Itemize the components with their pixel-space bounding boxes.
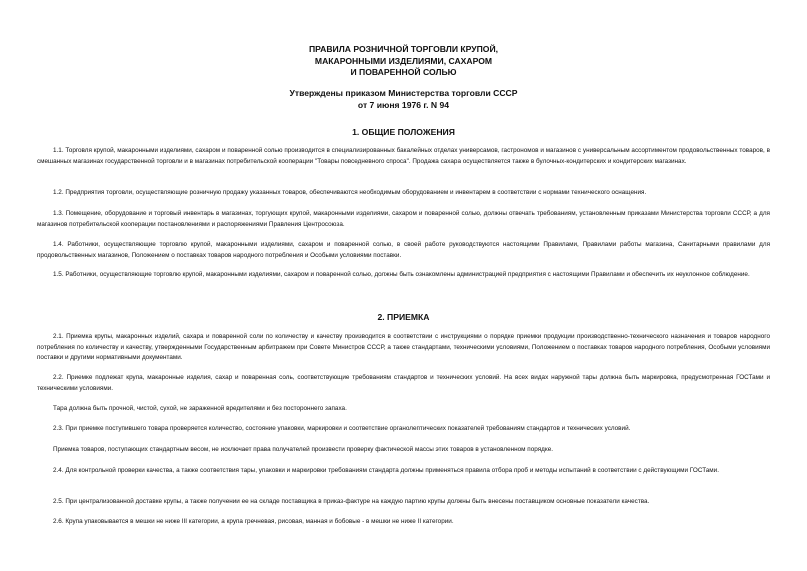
section-heading-acceptance: 2. ПРИЕМКА: [377, 312, 430, 322]
paragraph-2-1: 2.1. Приемка крупы, макаронных изделий, сахара и поваренной соли по количеству и качеству производится в соответствии с инструкциями о порядке приемки продукции производственно-технического назначения и товаров народного потребления по количеству и качеству, утвержденными Государственным арбитражем при Совете Министров СССР, а также стандартами, техническими условиями, Положением о поставках товаров народного потребления, Особыми условиями поставки и другими нормативными документами.: [37, 333, 770, 362]
document-page: [37, 0, 770, 571]
title-line: И ПОВАРЕННОЙ СОЛЬЮ: [350, 67, 457, 77]
paragraph-1-1: 1.1. Торговля крупой, макаронными изделиями, сахаром и поваренной солью производится в специализированных бакалейных отделах универсамов, гастрономов и магазинов с универсальным ассортиментом продовольственных товаров, в смешанных магазинах государственной торговли и в магазинах потребительской кооперации "Товары повседневного спроса". Продажа сахара осуществляется также в булочных-кондитерских и кондитерских магазинах.: [37, 147, 770, 165]
paragraph-2-2: 2.2. Приемке подлежат крупа, макаронные изделия, сахар и поваренная соль, соответствующие требованиям стандартов и технических условий. На всех видах наружной тары должна быть маркировка, предусмотренная ГОСТами и техническими условиями.: [37, 374, 770, 392]
paragraph-weight-check: Приемка товаров, поступающих стандартным весом, не исключает права получателей произвести проверку фактической массы этих товаров в установленном порядке.: [53, 446, 553, 453]
paragraph-1-4: 1.4. Работники, осуществляющие торговлю крупой, макаронными изделиями, сахаром и поваренной солью, в своей работе руководствуются настоящими Правилами, Правилами работы магазина, Санитарными правилами для продовольственных магазинов, Положением о поставках товаров народного потребления и Особыми условиями поставки.: [37, 241, 770, 259]
approval-line: от 7 июня 1976 г. N 94: [357, 99, 450, 110]
paragraph-2-3: 2.3. При приемке поступившего товара проверяется количество, состояние упаковки, маркировки и соответствие органолептических показателей требованиям стандартов и технических условий.: [53, 425, 631, 432]
paragraph-2-5: 2.5. При централизованной доставке крупы, а также получении ее на складе поставщика в приказ-фактуре на каждую партию крупы должны быть внесены поставщиком основные показатели качества.: [53, 498, 650, 505]
title-line: МАКАРОННЫМИ ИЗДЕЛИЯМИ, САХАРОМ: [314, 55, 493, 66]
paragraph-2-6: 2.6. Крупа упаковывается в мешки не ниже III категории, а крупа гречневая, рисовая, манная и бобовые - в мешки не ниже II категории.: [53, 518, 454, 525]
paragraph-2-4: 2.4. Для контрольной проверки качества, а также соответствия тары, упаковки и маркировки требованиям стандарта должны применяться правила отбора проб и методы испытаний в соответствии с действующими ГОСТами.: [53, 467, 719, 474]
approval-note: [37, 88, 770, 111]
paragraph-1-5: 1.5. Работники, осуществляющие торговлю крупой, макаронными изделиями, сахаром и поваренной солью, должны быть ознакомлены администрацией предприятия с настоящими Правилами и обеспечить их неуклонное соблюдение.: [53, 271, 750, 278]
approval-line: Утверждены приказом Министерства торговли СССР: [289, 88, 518, 98]
document-title: [37, 44, 770, 79]
paragraph-1-2: 1.2. Предприятия торговли, осуществляющие розничную продажу указанных товаров, обеспечиваются необходимым оборудованием и инвентарем в соответствии с нормами технического оснащения.: [53, 189, 647, 196]
paragraph-tara: Тара должна быть прочной, чистой, сухой, не зараженной вредителями и без постороннего запаха.: [53, 405, 347, 412]
paragraph-1-3: 1.3. Помещение, оборудование и торговый инвентарь в магазинах, торгующих крупой, макаронными изделиями, сахаром и поваренной солью, должны отвечать требованиям, установленным приказами Министерства торговли СССР, а для магазинов потребительской кооперации постановлениями и распоряжениями Правления Центросоюза.: [37, 210, 770, 228]
title-line: ПРАВИЛА РОЗНИЧНОЙ ТОРГОВЛИ КРУПОЙ,: [308, 44, 499, 54]
section-heading-general: 1. ОБЩИЕ ПОЛОЖЕНИЯ: [352, 127, 455, 137]
